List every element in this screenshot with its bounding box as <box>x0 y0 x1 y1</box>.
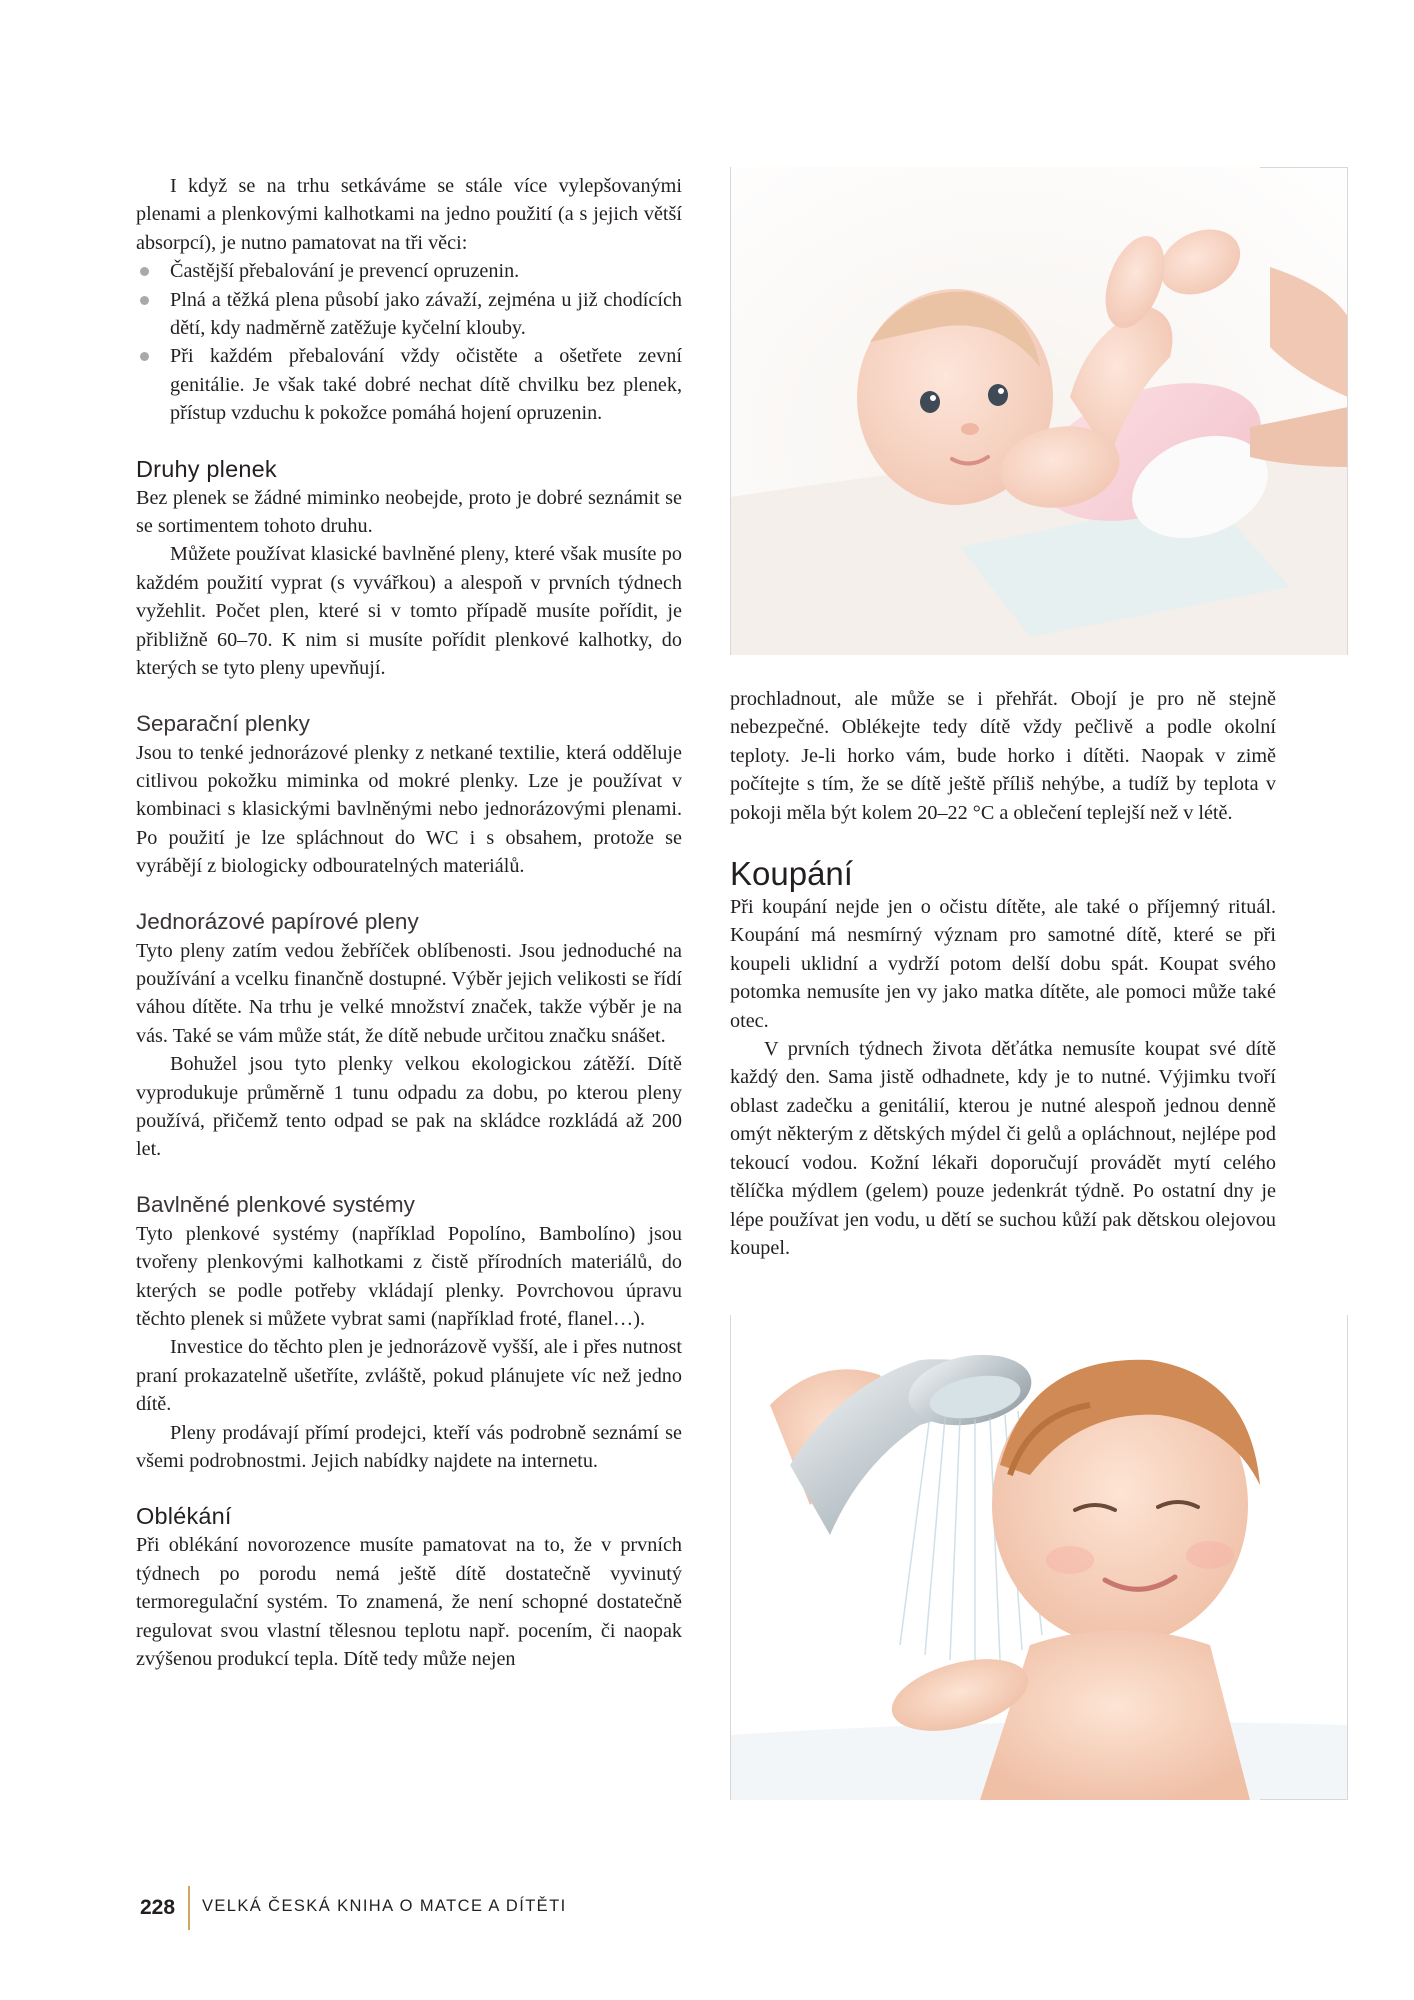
bullet-icon <box>140 296 149 305</box>
paragraph: Pleny prodávají přímí prodejci, kteří vás podrobně seznámí se všemi podrobnostmi. Jejich nabídky najdete na internetu. <box>136 1421 682 1473</box>
intro-paragraph: I když se na trhu setkáváme se stále více vylepšovanými plenami a plenkovými kalhotkami na jedno použití (a s jejich větší absorpcí), je nutno pamatovat na tři věci: <box>136 175 682 254</box>
paragraph: Tyto pleny zatím vedou žebříček oblíbenosti. Jsou jednoduché na používání a vcelku finančně dostupné. Výběr jejich velikosti se řídí váhou dítěte. Na trhu je velké množství značek, takže výběr je na vás. Také se vám může stát, že dítě nebude určitou značku snášet. <box>136 939 682 1047</box>
paragraph: V prvních týdnech života děťátka nemusíte koupat své dítě každý den. Sama jistě odhadnete, kdy je to nutné. Výjimku tvoří oblast zadečku a genitálií, kterou je nutné alespoň jednou denně omýt některým z dětských mýdel či gelů a opláchnout, nejlépe pod tekoucí vodou. Kožní lékaři doporučují provádět mytí celého tělíčka mýdlem (gelem) pouze jedenkrát týdně. Po ostatní dny je lépe používat jen vodu, u dětí se suchou kůží pak dětskou olejovou koupel. <box>730 1038 1276 1259</box>
paragraph: Tyto plenkové systémy (například Popolíno, Bambolíno) jsou tvořeny plenkovými kalhotkami z čistě přírodních materiálů, do kterých se podle potřeby vkládají plenky. Povrchovou úpravu těchto plenek si můžete vybrat sami (například froté, flanel…). <box>136 1222 682 1330</box>
paragraph: Bohužel jsou tyto plenky velkou ekologickou zátěží. Dítě vyprodukuje průměrně 1 tunu odpadu za dobu, po kterou pleny používá, přičemž tento odpad se pak na skládce rozkládá až 200 let. <box>136 1053 682 1161</box>
footer-divider <box>188 1886 190 1930</box>
right-column <box>730 685 1276 1262</box>
heading-separacni-plenky: Separační plenky <box>136 710 310 736</box>
frame-line <box>730 1315 731 1800</box>
paragraph: Jsou to tenké jednorázové plenky z netkané textilie, která odděluje citlivou pokožku miminka od mokré plenky. Lze je používat v kombinaci s klasickými bavlněnými nebo jednorázovými plenami. Po použití je lze spláchnout do WC i s obsahem, protože se vyrábějí z biologicky odbouratelných materiálů. <box>136 741 682 878</box>
frame-line <box>730 167 731 655</box>
frame-line <box>1347 1315 1348 1800</box>
bullet-icon <box>140 352 149 361</box>
page-number: 228 <box>140 1896 176 1919</box>
list-item: Častější přebalování je prevencí opruzenin. <box>170 257 682 285</box>
paragraph: Při oblékání novorozence musíte pamatovat na to, že v prvních týdnech po porodu nemá ještě dítě dostatečně vyvinutý termoregulační systém. To znamená, že není schopné dostatečně regulovat svou vlastní tělesnou teplotu např. pocením, či naopak zvýšenou produkcí tepla. Dítě tedy může nejen <box>136 1534 682 1671</box>
paragraph-continuation: prochladnout, ale může se i přehřát. Obojí je pro ně stejně nebezpečné. Oblékejte tedy dítě vždy pečlivě a podle okolní teploty. Je-li horko vám, bude horko i dítěti. Naopak v zimě počítejte s tím, že se dítě ještě příliš nehýbe, a tudíž by teplota v pokoji měla být kolem 20–22 °C a oblečení teplejší než v létě. <box>730 688 1276 824</box>
list-item: Při každém přebalování vždy očistěte a ošetřete zevní genitálie. Je však také dobré nechat dítě chvilku bez plenek, přístup vzduchu k pokožce pomáhá hojení opruzenin. <box>170 342 682 427</box>
heading-bavlnene-systemy: Bavlněné plenkové systémy <box>136 1191 415 1217</box>
frame-line <box>1347 167 1348 655</box>
heading-oblekani: Oblékání <box>136 1503 232 1530</box>
left-column <box>136 172 682 1673</box>
baby-shower-illustration <box>730 1315 1348 1800</box>
bullet-icon <box>140 267 149 276</box>
paragraph: Při koupání nejde jen o očistu dítěte, ale také o příjemný rituál. Koupání má nesmírný význam pro samotné dítě, které se při koupeli uklidní a vydrží potom delší dobu spát. Koupat svého potomka nemusíte jen vy jako matka dítěte, ale pomoci může také otec. <box>730 896 1276 1032</box>
heading-koupani: Koupání <box>730 855 853 893</box>
heading-druhy-plenek: Druhy plenek <box>136 455 277 482</box>
frame-line <box>1260 1799 1348 1800</box>
frame-line <box>1260 167 1348 168</box>
baby-diaper-illustration <box>730 167 1348 655</box>
heading-jednorazove-pleny: Jednorázové papírové pleny <box>136 908 419 934</box>
list-item: Plná a těžká plena působí jako závaží, zejména u již chodících dětí, kdy nadměrně zatěžuje kyčelní klouby. <box>170 286 682 343</box>
intro-bullet-list <box>136 257 682 427</box>
photo-baby-shower <box>730 1315 1348 1800</box>
paragraph: Bez plenek se žádné miminko neobejde, proto je dobré seznámit se se sortimentem tohoto druhu. <box>136 486 682 538</box>
paragraph: Investice do těchto plen je jednorázově vyšší, ale i přes nutnost praní prokazatelně ušetříte, zvláště, pokud plánujete víc než jedno dítě. <box>136 1336 682 1416</box>
running-title: VELKÁ ČESKÁ KNIHA O MATCE A DÍTĚTI <box>202 1897 567 1915</box>
paragraph: Můžete používat klasické bavlněné pleny, které však musíte po každém použití vyprat (s vyvářkou) a alespoň v prvních týdnech vyžehlit. Počet plen, které si v tomto případě musíte pořídit, je přibližně 60–70. K nim si musíte pořídit plenkové kalhotky, do kterých se tyto pleny upevňují. <box>136 543 682 680</box>
photo-baby-diaper-change <box>730 167 1348 655</box>
